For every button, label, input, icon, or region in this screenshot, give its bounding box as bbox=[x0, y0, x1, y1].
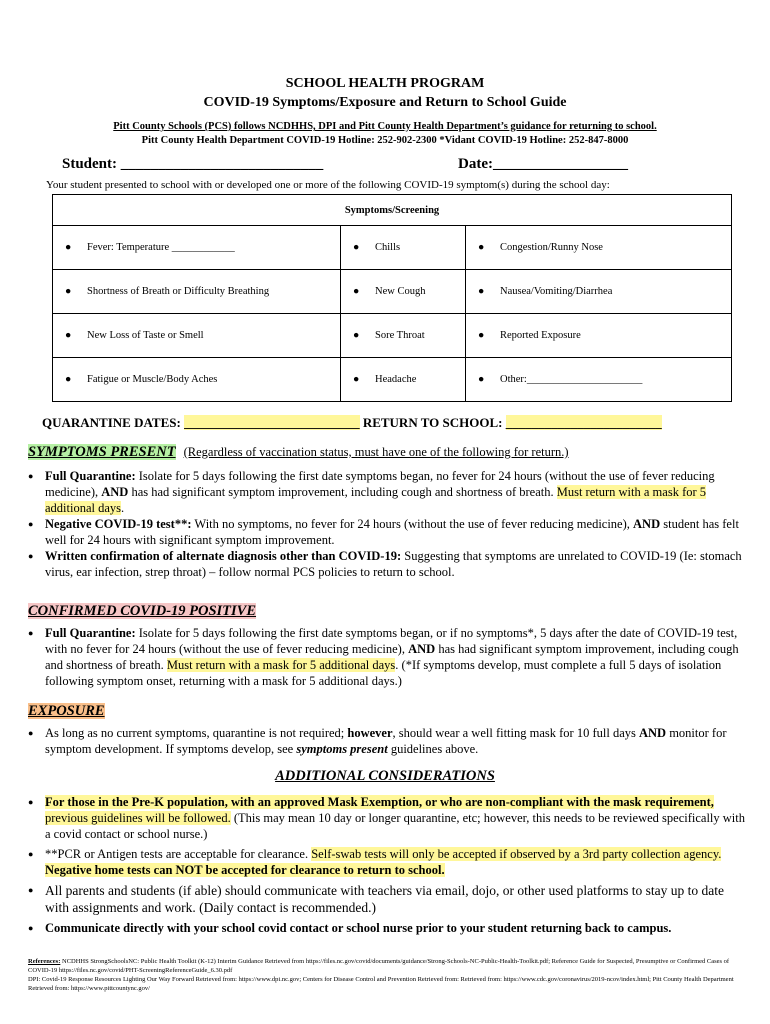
symptom-nausea[interactable]: Nausea/Vomiting/Diarrhea bbox=[500, 286, 613, 297]
table-header: Symptoms/Screening bbox=[53, 195, 732, 226]
list-item: ● Communicate directly with your school covid contact or school nurse prior to your student returning back to campus. bbox=[28, 920, 746, 936]
symptom-fatigue[interactable]: Fatigue or Muscle/Body Aches bbox=[87, 374, 218, 385]
quarantine-dates-field[interactable]: ___________________________ bbox=[184, 415, 360, 430]
symptom-shortness-of-breath[interactable]: Shortness of Breath or Difficulty Breathing bbox=[87, 286, 270, 297]
list-item: ● Full Quarantine: Isolate for 5 days following the first date symptoms began, no fever for 24 hours (without the use of fever reducing medicine), AND has had significant symptom improvement, including cough and shortness of breath. Must return with a mask for 5 additional days. bbox=[28, 468, 746, 516]
symptom-reported-exposure[interactable]: Reported Exposure bbox=[500, 330, 581, 341]
symptom-other[interactable]: Other:______________________ bbox=[500, 374, 643, 385]
list-item: ● Negative COVID-19 test**: With no symptoms, no fever for 24 hours (without the use of fever reducing medicine), AND student has felt well for 24 hours with significant symptom improvement. bbox=[28, 516, 746, 548]
references bbox=[28, 957, 750, 993]
list-item: ● For those in the Pre-K population, with an approved Mask Exemption, or who are non-compliant with the mask requirement, previous guidelines will be followed. (This may mean 10 day or longer quarantine, etc; however, this needs to be reviewed specifically with a covid contact or school nurse.) bbox=[28, 794, 746, 842]
symptom-loss-of-taste[interactable]: New Loss of Taste or Smell bbox=[87, 330, 204, 341]
table-row: ● Fever: Temperature ____________ ● Chills ● Congestion/Runny Nose bbox=[53, 226, 732, 270]
symptom-chills[interactable]: Chills bbox=[375, 242, 401, 253]
symptoms-table bbox=[52, 194, 732, 402]
intro-text: Your student presented to school with or developed one or more of the following COVID-19 symptom(s) during the school day: bbox=[46, 179, 610, 191]
symptom-congestion[interactable]: Congestion/Runny Nose bbox=[500, 242, 603, 253]
symptoms-present-note: (Regardless of vaccination status, must have one of the following for return.) bbox=[183, 445, 569, 459]
symptom-sore-throat[interactable]: Sore Throat bbox=[375, 330, 425, 341]
symptoms-present-heading: SYMPTOMS PRESENT bbox=[28, 444, 176, 460]
symptom-new-cough[interactable]: New Cough bbox=[375, 286, 426, 297]
table-row: ● Fatigue or Muscle/Body Aches ● Headache ● Other:______________________ bbox=[53, 358, 732, 402]
table-row: ● New Loss of Taste or Smell ● Sore Throat ● Reported Exposure bbox=[53, 314, 732, 358]
return-to-school-field[interactable]: ________________________ bbox=[505, 415, 662, 430]
exposure-list bbox=[28, 725, 746, 757]
guidance-statement: Pitt County Schools (PCS) follows NCDHHS, DPI and Pitt County Health Department’s guidance for returning to school. bbox=[113, 121, 657, 132]
quarantine-line bbox=[42, 415, 662, 431]
symptoms-present-section bbox=[28, 444, 569, 461]
symptoms-present-reference: symptoms present bbox=[296, 742, 388, 756]
program-title: SCHOOL HEALTH PROGRAM bbox=[285, 76, 485, 91]
hotline-info: Pitt County Health Department COVID-19 Hotline: 252-902-2300 *Vidant COVID-19 Hotline: 252-847-8000 bbox=[141, 135, 629, 146]
confirmed-positive-section bbox=[28, 603, 256, 620]
confirmed-positive-heading: CONFIRMED COVID-19 POSITIVE bbox=[28, 603, 257, 619]
list-item: ● All parents and students (if able) should communicate with teachers via email, dojo, or other used platforms to stay up to date with assignments and work. (Daily contact is recommended.) bbox=[28, 882, 746, 916]
guide-title: COVID-19 Symptoms/Exposure and Return to School Guide bbox=[203, 95, 567, 110]
list-item: ● Full Quarantine: Isolate for 5 days following the first date symptoms began, or if no symptoms*, 5 days after the date of COVID-19 test, with no fever for 24 hours (without the use of fever reducing medicine), AND has had significant symptom improvement, including cough and shortness of breath. Must return with a mask for 5 additional days. (*If symptoms develop, must complete a full 5 days of isolation following symptom onset, returning with a mask for 5 additional days.) bbox=[28, 625, 746, 689]
list-item: ● As long as no current symptoms, quarantine is not required; however, should wear a well fitting mask for 10 full days AND monitor for symptom development. If symptoms develop, see symptoms present guidelines above. bbox=[28, 725, 746, 757]
exposure-section bbox=[28, 703, 105, 720]
references-line-1: NCDHHS StrongSchoolsNC: Public Health Toolkit (K-12) Interim Guidance Retrieved from https://files.nc.gov/covid/documents/guidance/Strong-Schools-NC-Public-Health-Toolkit.pdf; Reference Guide for Suspected, Presumptive or Confirmed Cases of COVID-19 https://files.nc.gov/covid/PHT-ScreeningReferenceGuide_6.30.pdf bbox=[28, 958, 730, 974]
confirmed-positive-list bbox=[28, 625, 746, 689]
list-item: ● Written confirmation of alternate diagnosis other than COVID-19: Suggesting that symptoms are unrelated to COVID-19 (Ie: stomach virus, ear infection, strep throat) – follow normal PCS policies to return to school. bbox=[28, 548, 746, 580]
symptom-fever[interactable]: Fever: Temperature ____________ bbox=[87, 242, 235, 253]
references-label: References: bbox=[28, 958, 61, 965]
return-to-school-label: RETURN TO SCHOOL: bbox=[359, 415, 506, 430]
exposure-heading: EXPOSURE bbox=[28, 703, 105, 719]
symptoms-present-list bbox=[28, 468, 746, 580]
list-item: ● **PCR or Antigen tests are acceptable for clearance. Self-swab tests will only be accepted if observed by a 3rd party collection agency. Negative home tests can NOT be accepted for clearance to return to school. bbox=[28, 846, 746, 878]
symptom-headache[interactable]: Headache bbox=[375, 374, 417, 385]
quarantine-dates-label: QUARANTINE DATES: bbox=[42, 415, 185, 430]
mask-return-highlight: Must return with a mask for 5 additional days bbox=[166, 658, 396, 672]
table-row: ● Shortness of Breath or Difficulty Breathing ● New Cough ● Nausea/Vomiting/Diarrhea bbox=[53, 270, 732, 314]
date-field[interactable]: Date:__________________ bbox=[458, 156, 628, 172]
additional-considerations-list bbox=[28, 794, 746, 936]
mask-return-highlight: Must return with a mask for 5 additional days bbox=[45, 485, 707, 515]
references-line-2: DPI: Covid-19 Response Resources Lighting Our Way Forward Retrieved from: https://www.dpi.nc.gov; Centers for Disease Control and Prevention Retrieved from: Retrieved from: https://www.cdc.gov/coronavirus/2019-ncov/index.html; Pitt County Health Department Retrieved from: https://www.pittcountync.gov/ bbox=[28, 976, 734, 992]
additional-considerations-heading: ADDITIONAL CONSIDERATIONS bbox=[275, 768, 495, 784]
student-name-field[interactable]: Student: ___________________________ bbox=[62, 156, 324, 172]
